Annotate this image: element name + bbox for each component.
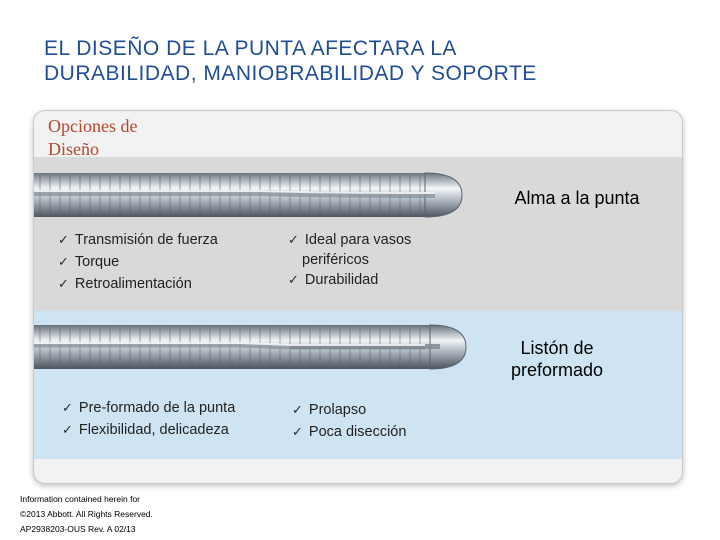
core-to-tip-benefits-right: [288, 229, 411, 291]
list-item: ✓ Flexibilidad, delicadeza: [62, 422, 229, 438]
list-item: ✓ Prolapso: [292, 402, 367, 418]
card-header-line-2: Diseño: [48, 139, 99, 159]
core-to-tip-wire-illustration: [33, 165, 470, 225]
footer-line-3: AP2938203-OUS Rev. A 02/13: [20, 524, 136, 534]
list-item: ✓ Torque: [58, 254, 120, 270]
shaping-ribbon-label-line-2: preformado: [510, 360, 604, 380]
legal-footer: [20, 492, 153, 537]
card-header-line-1: Opciones de: [48, 116, 138, 136]
list-item: ✓ Transmisión de fuerza: [58, 232, 218, 248]
shaping-ribbon-wire-illustration: [33, 317, 470, 377]
checkmark-icon: ✓: [288, 272, 299, 287]
design-options-card: [33, 110, 683, 484]
shaping-ribbon-label-line-1: Listón de: [520, 338, 594, 358]
list-item: ✓ Poca disección: [292, 424, 407, 440]
core-to-tip-benefits-left: [58, 229, 218, 295]
list-item: ✓ Ideal para vasos periféricos: [288, 232, 412, 268]
checkmark-icon: ✓: [62, 422, 73, 437]
footer-line-1: Information contained herein for: [20, 494, 141, 504]
page-title: [44, 36, 684, 86]
checkmark-icon: ✓: [58, 276, 69, 291]
checkmark-icon: ✓: [58, 254, 69, 269]
shaping-ribbon-benefits-left: [62, 397, 235, 441]
core-to-tip-label: Alma a la punta: [514, 188, 640, 208]
checkmark-icon: ✓: [288, 232, 299, 247]
title-line-1: EL DISEÑO DE LA PUNTA AFECTARA LA: [44, 37, 457, 60]
card-header: [48, 115, 137, 161]
checkmark-icon: ✓: [292, 424, 303, 439]
checkmark-icon: ✓: [292, 402, 303, 417]
title-line-2: DURABILIDAD, MANIOBRABILIDAD Y SOPORTE: [44, 62, 537, 85]
shaping-ribbon-label: [482, 337, 632, 381]
footer-line-2: ©2013 Abbott. All Rights Reserved.: [20, 509, 153, 519]
checkmark-icon: ✓: [58, 232, 69, 247]
list-item: ✓ Durabilidad: [288, 272, 379, 288]
list-item: ✓ Pre-formado de la punta: [62, 400, 236, 416]
shaping-ribbon-benefits-right: [292, 399, 406, 443]
checkmark-icon: ✓: [62, 400, 73, 415]
list-item: ✓ Retroalimentación: [58, 276, 192, 292]
